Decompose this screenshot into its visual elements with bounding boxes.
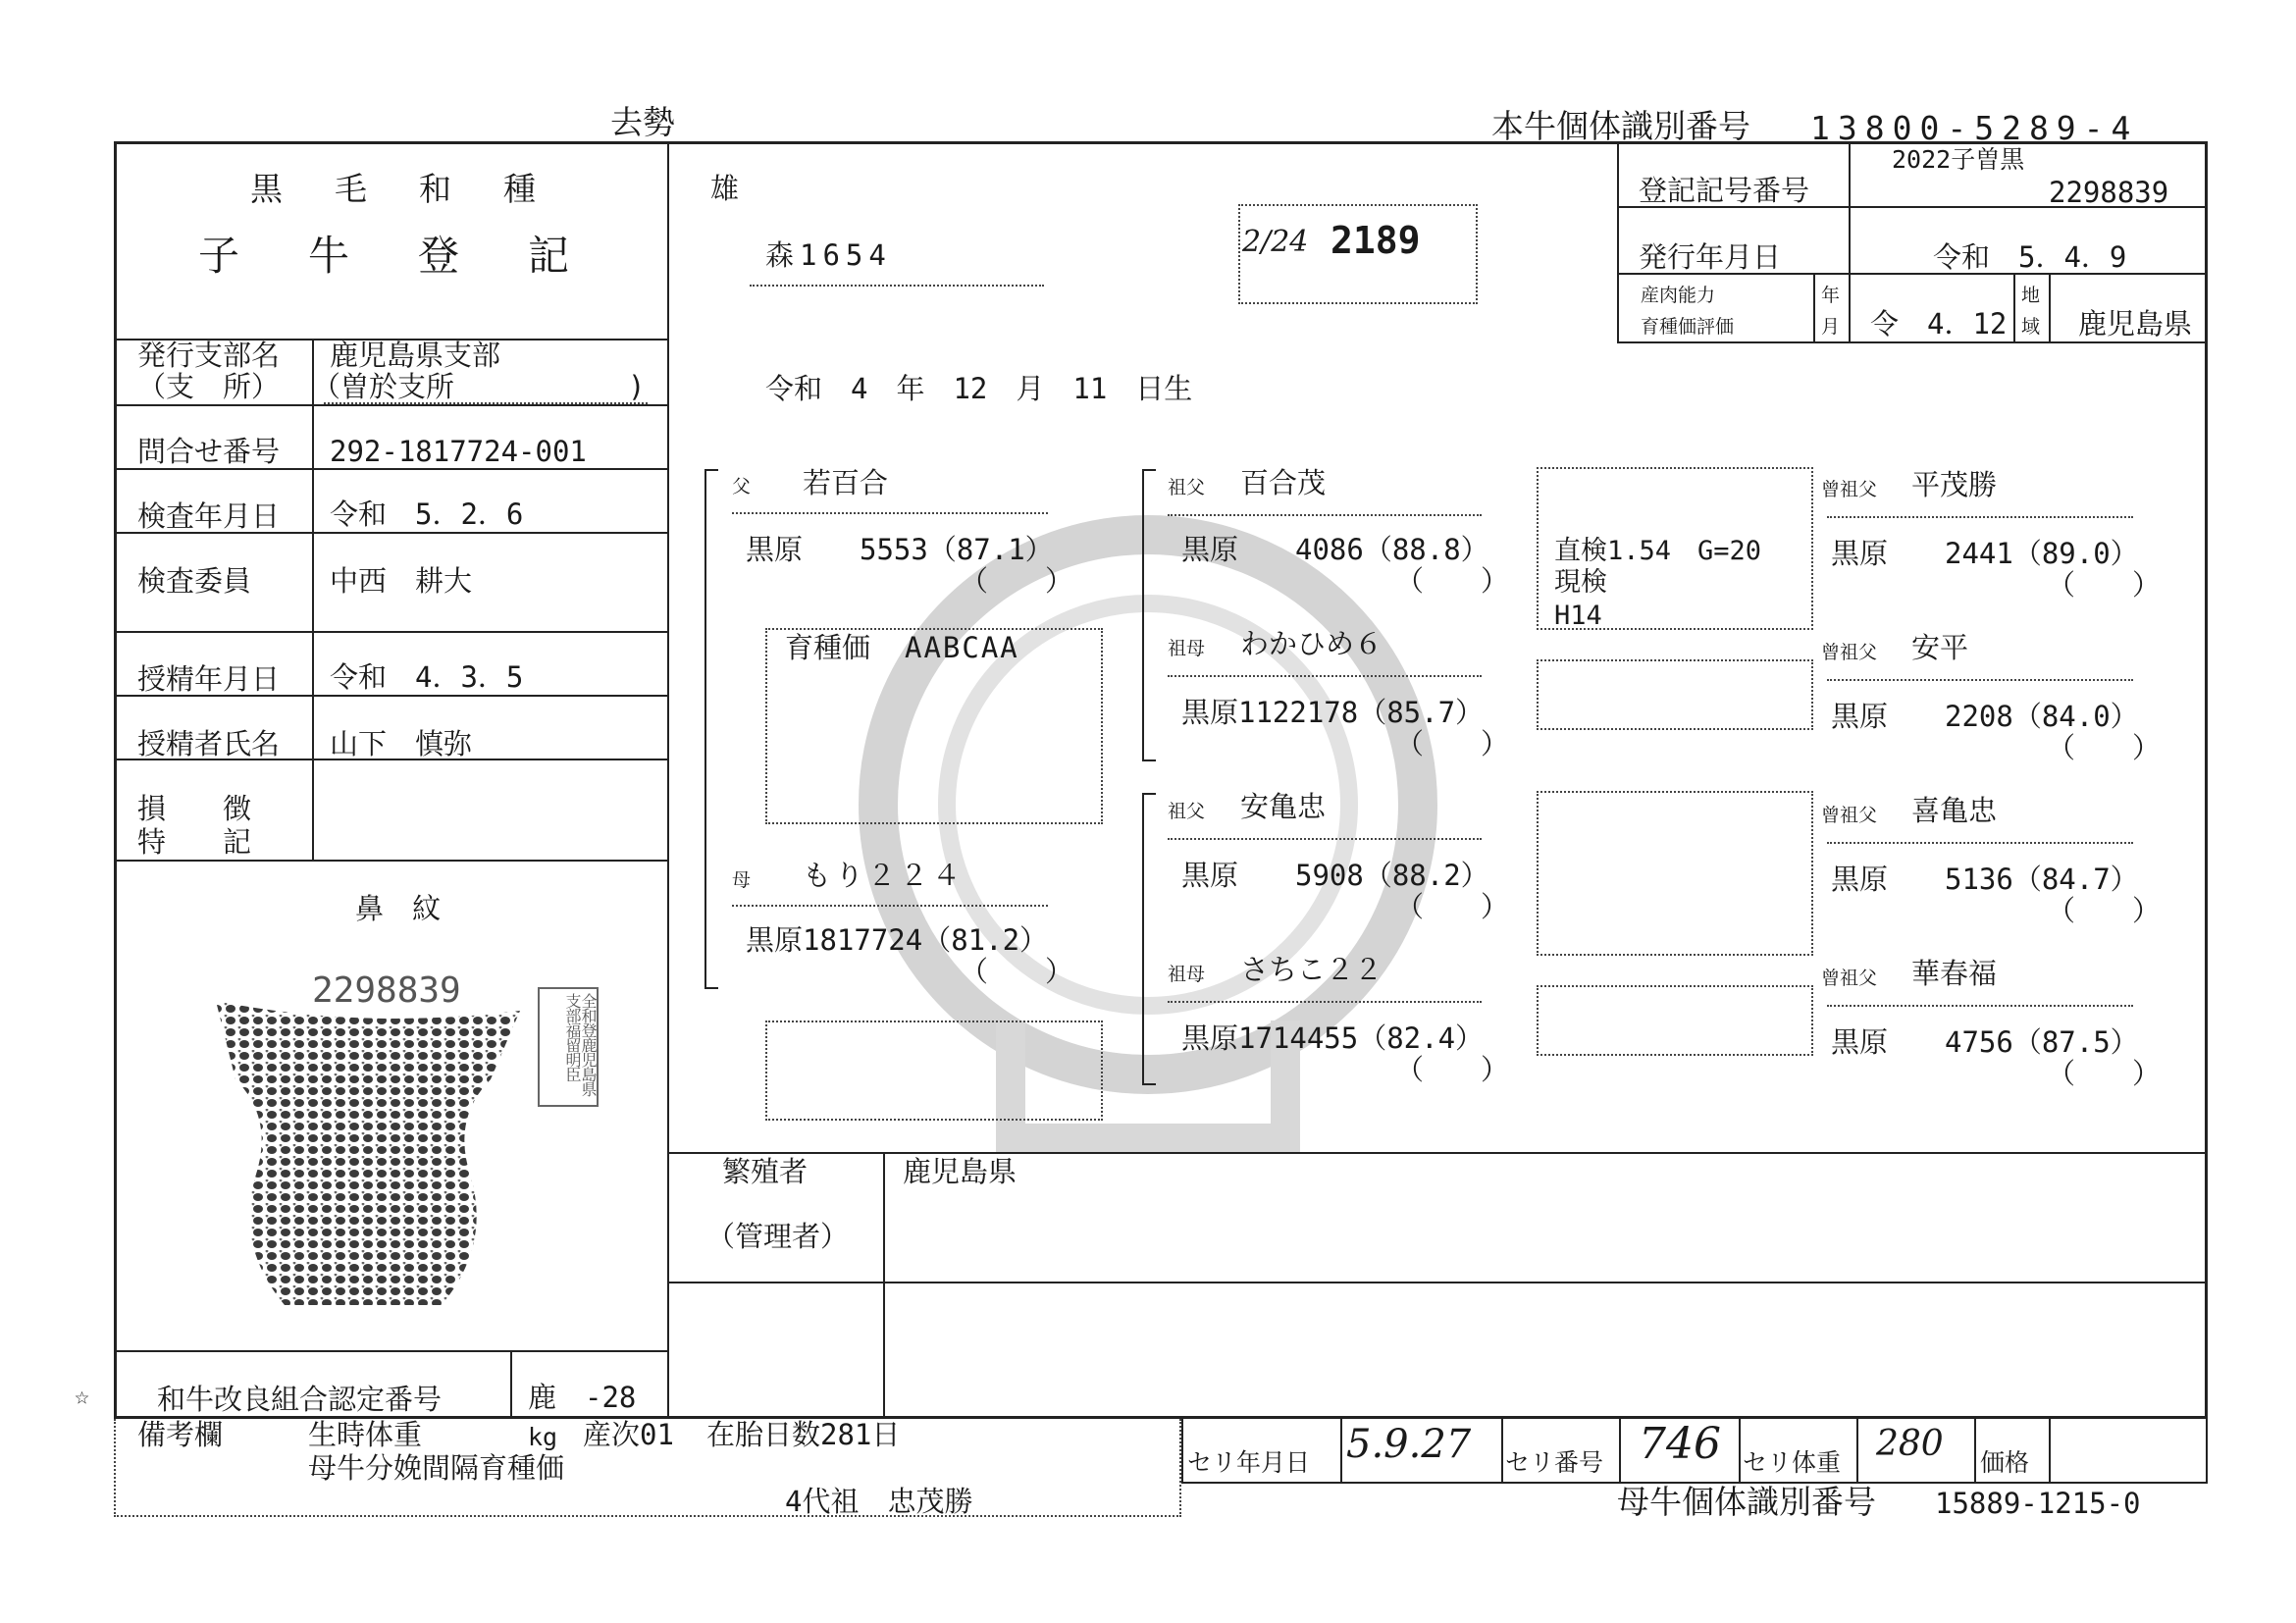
sire-role: 父 (732, 476, 752, 497)
ggs3-name: 喜亀忠 (1911, 794, 1998, 827)
meat-label-2: 育種価評価 (1641, 316, 1735, 338)
insem-name-label: 授精者氏名 (137, 727, 281, 760)
assoc-label: 和牛改良組合認定番号 (157, 1383, 443, 1416)
noseprint-number: 2298839 (312, 970, 461, 1011)
inspector-value: 中西 耕大 (330, 564, 473, 598)
gp4-role: 祖母 (1168, 964, 1206, 985)
gp1-registration: 黒原 4086（88.8） (1181, 533, 1489, 566)
note-line-2: 現検 (1554, 567, 1607, 598)
dam-registration: 黒原1817724（81.2） (746, 923, 1049, 957)
calf-id-label: 本牛個体識別番号 (1491, 107, 1750, 145)
inspector-label: 検査委員 (137, 564, 252, 598)
note-box-3 (1537, 791, 1813, 956)
gp2-registration: 黒原1122178（85.7） (1181, 696, 1485, 729)
auction-price-label: 価格 (1980, 1448, 2030, 1477)
branch-value: 鹿児島県支部 (330, 339, 501, 372)
gp3-name: 安亀忠 (1240, 790, 1327, 823)
note-box-4 (1537, 985, 1813, 1056)
ggs4-registration: 黒原 4756（87.5） (1831, 1025, 2139, 1059)
seal-stamp (538, 987, 599, 1107)
auction-weight-value: 280 (1876, 1424, 1944, 1464)
defect-label-2: 特 記 (137, 825, 252, 859)
sire-paren: （ ） (960, 564, 1074, 598)
parent-bracket (704, 469, 718, 989)
sire-name: 若百合 (803, 466, 889, 499)
dam-id-number: 15889-1215-0 (1935, 1487, 2141, 1520)
year-char: 年 (1821, 285, 1841, 306)
auction-no-label: セリ番号 (1505, 1448, 1604, 1477)
gp2-paren: （ ） (1395, 727, 1510, 760)
castration-label: 去勢 (610, 103, 675, 141)
noseprint-label: 鼻 紋 (355, 892, 442, 925)
kg-unit: kg (528, 1423, 558, 1451)
calving-interval-label: 母牛分娩間隔育種価 (308, 1451, 565, 1485)
gp3-paren: （ ） (1395, 890, 1510, 923)
ggs2-role: 曾祖父 (1821, 642, 1878, 663)
breeder-value: 鹿児島県 (903, 1155, 1018, 1188)
breed-title: 黒 毛 和 種 (250, 170, 546, 208)
auction-no-value: 746 (1639, 1419, 1721, 1469)
reg-no-label: 登記記号番号 (1639, 174, 1810, 207)
ggs2-name: 安平 (1911, 631, 1969, 664)
gp1-paren: （ ） (1395, 564, 1510, 598)
meat-eval-date: 令 4．12 (1870, 307, 2008, 340)
gp2-role: 祖母 (1168, 638, 1206, 659)
auction-date-value: 5.9.27 (1346, 1422, 1472, 1467)
note-box-2 (1537, 659, 1813, 730)
calf-sex: 雄 (710, 172, 740, 205)
insem-name-value: 山下 慎弥 (330, 727, 473, 760)
region-value: 鹿児島県 (2078, 307, 2193, 340)
ggs1-paren: （ ） (2047, 568, 2162, 602)
branch-label: 発行支部名 (137, 339, 281, 372)
dam-name: もり２２４ (803, 859, 965, 892)
gp2-name: わかひめ６ (1240, 627, 1383, 660)
parity: 産次01 (583, 1418, 674, 1451)
issue-date-label: 発行年月日 (1639, 240, 1782, 274)
ggs3-registration: 黒原 5136（84.7） (1831, 863, 2139, 896)
inquiry-value: 292-1817724-001 (330, 435, 587, 468)
assoc-number: 鹿 -28 (528, 1381, 637, 1414)
exam-date-label: 検査年月日 (137, 499, 281, 533)
gp3-registration: 黒原 5908（88.2） (1181, 859, 1489, 892)
region-char-2: 域 (2021, 316, 2041, 338)
month-char: 月 (1821, 316, 1841, 338)
insem-date-value: 令和 4．3．5 (330, 660, 524, 694)
gp1-name: 百合茂 (1240, 466, 1327, 499)
calf-id-number: 13800-5289-4 (1810, 109, 2139, 147)
dam-id-label: 母牛個体識別番号 (1617, 1483, 1876, 1521)
gp4-name: さちこ２２ (1240, 953, 1383, 986)
ggs1-role: 曾祖父 (1821, 479, 1878, 500)
reg-no-value: 2298839 (2049, 176, 2169, 209)
gp-bracket-lower (1142, 793, 1156, 1085)
inquiry-label: 問合せ番号 (137, 435, 281, 468)
ggs4-name: 華春福 (1911, 957, 1998, 990)
seal-text: 全和登鹿児島県支部福留明臣 (563, 993, 598, 1096)
breeder-label: 繁殖者 (722, 1155, 809, 1188)
insem-date-label: 授精年月日 (137, 662, 281, 696)
ggs1-name: 平茂勝 (1911, 468, 1998, 501)
ggs3-paren: （ ） (2047, 894, 2162, 927)
ggs2-paren: （ ） (2047, 731, 2162, 764)
gp3-role: 祖父 (1168, 801, 1206, 822)
ggs4-paren: （ ） (2047, 1057, 2162, 1090)
note-line-1: 直検1.54 G=20 (1554, 536, 1762, 566)
gestation-days: 在胎日数281日 (706, 1418, 901, 1451)
reg-no-year: 2022子曽黒 (1892, 145, 2025, 174)
ebv-label: 育種価 (785, 631, 871, 664)
auction-weight-label: セリ体重 (1743, 1448, 1842, 1477)
gp4-registration: 黒原1714455（82.4） (1181, 1021, 1485, 1055)
gp4-paren: （ ） (1395, 1053, 1510, 1086)
noseprint-image (196, 991, 530, 1315)
auction-date-label: セリ年月日 (1187, 1448, 1311, 1477)
birth-date: 令和 4 年 12 月 11 日生 (765, 372, 1193, 405)
calf-name: 森1654 (765, 238, 892, 272)
handwritten-number: 2189 (1331, 219, 1421, 262)
dam-extra-box (765, 1021, 1103, 1121)
ggs4-role: 曾祖父 (1821, 968, 1878, 989)
note-line-3: H14 (1554, 601, 1602, 631)
ggs2-registration: 黒原 2208（84.0） (1831, 700, 2139, 733)
sire-registration: 黒原 5553（87.1） (746, 533, 1054, 566)
document-title: 子 牛 登 記 (198, 232, 584, 280)
gp-bracket-upper (1142, 469, 1156, 761)
gp1-role: 祖父 (1168, 477, 1206, 498)
branch-sub-value: （曽於支所 (312, 370, 455, 403)
dam-paren: （ ） (960, 955, 1074, 988)
meat-label-1: 産肉能力 (1641, 285, 1716, 306)
birth-weight-label: 生時体重 (308, 1418, 423, 1451)
fourth-ancestor: 4代祖 忠茂勝 (785, 1485, 973, 1518)
ggs1-registration: 黒原 2441（89.0） (1831, 537, 2139, 570)
star-mark: ☆ (75, 1382, 90, 1410)
branch-label-sub: （支 所） (137, 370, 281, 403)
exam-date-value: 令和 5．2．6 (330, 497, 524, 531)
dam-role: 母 (732, 869, 752, 891)
ggs3-role: 曾祖父 (1821, 805, 1878, 826)
handwritten-fraction: 2/24 (1242, 225, 1309, 259)
defect-label-1: 損 徴 (137, 792, 252, 825)
ebv-value: AABCAA (905, 631, 1019, 664)
breeder-label-sub: （管理者） (706, 1220, 850, 1253)
branch-close-paren: ) (628, 370, 646, 403)
remarks-label: 備考欄 (137, 1418, 224, 1451)
region-char-1: 地 (2021, 285, 2041, 306)
issue-date-value: 令和 5．4．9 (1933, 240, 2127, 274)
